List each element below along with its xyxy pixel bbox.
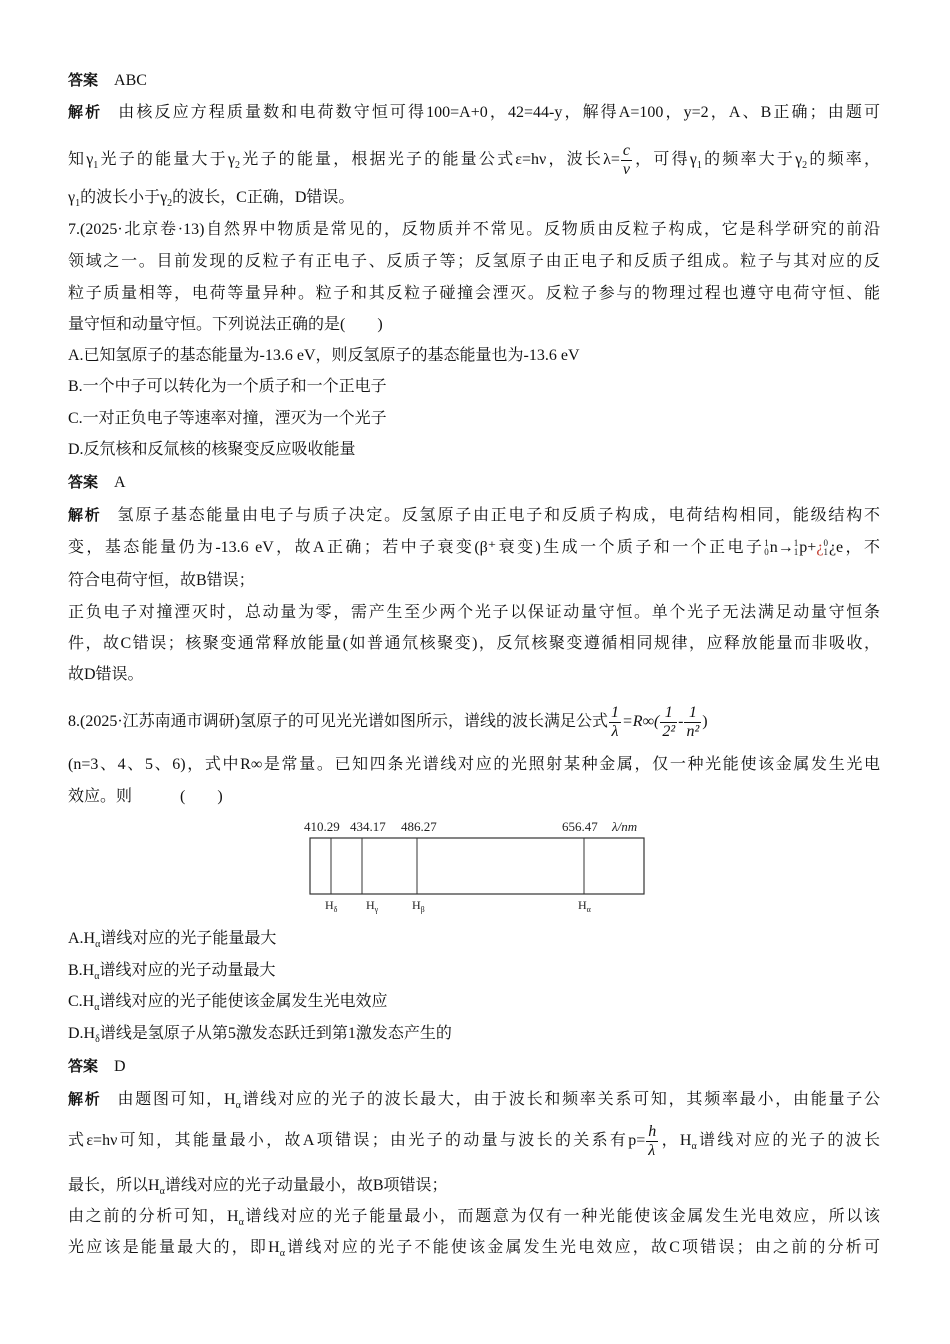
analysis-label: 解析 (68, 1090, 102, 1108)
q8-text: 8.(2025·江苏南通市调研)氢原子的可见光光谱如图所示，谱线的波长满足公式 (68, 713, 608, 730)
line-label-h-gamma: $H_\gamma$ (366, 898, 379, 914)
q8-analysis-line2 (68, 1121, 880, 1161)
answer-value: ABC (114, 72, 147, 89)
frac-num: c (622, 141, 630, 159)
q7-option-b: B.一个中子可以转化为一个质子和一个正电子 (68, 378, 387, 395)
q8-stem-line2: (n=3、4、5、6)，式中R∞是常量。已知四条光谱线对应的光照射某种金属，仅一种光能使该金属发生光电 (68, 756, 880, 773)
line-label-h-delta: $H_\delta$ (325, 898, 338, 914)
wavelength-label: 410.29 (304, 819, 340, 834)
charge-number: 0 (764, 547, 769, 558)
q7-analysis-line1 (68, 505, 880, 526)
q8-analysis-line3 (68, 1176, 880, 1196)
sub: 1 (696, 160, 702, 172)
q8-text: 谱线对应的光子动量最小，故B项错误； (164, 1177, 448, 1194)
q8-option-b: $B.H_\alpha$谱线对应的光子动量最大 (68, 962, 276, 983)
garbled-char: ¿ (816, 539, 824, 556)
q6-text: ，可得γ (632, 151, 697, 168)
q8-text: 谱线对应的光子不能使该金属发生光电效应，故C项错误；由之前的分析可 (284, 1239, 880, 1256)
frac-den: λ (611, 722, 619, 740)
q7-answer (68, 472, 880, 493)
fraction-one-over-lambda (609, 704, 621, 741)
mass-number: 1 (764, 538, 769, 549)
mass-number: 0 (823, 538, 828, 549)
line-label-h-beta: $H_\beta$ (412, 898, 425, 914)
frac-den: ν (622, 160, 630, 178)
sub: α (279, 1248, 285, 1260)
minus: - (678, 713, 684, 730)
fraction-c-over-nu (621, 142, 632, 179)
q6-text: 的波长，C正确，D错误。 (172, 189, 355, 206)
q8-text: 由题图可知，H (117, 1091, 236, 1108)
q8-text: 谱线对应的光子的波长最大，由于波长和频率关系可知，其频率最小，由能量子公 (240, 1091, 880, 1108)
answer-value: D (114, 1058, 126, 1075)
q7-text: 变，基态能量仍为-13.6 eV，故A正确；若中子衰变(β⁺衰变)生成一个质子和一个正电子 (68, 539, 765, 556)
sub: 1 (93, 160, 99, 172)
q8-text: 式ε=hν可知，其能量最小，故A项错误；由光子的动量与波长的关系有p= (68, 1132, 646, 1149)
q6-text: 的频率大于γ (701, 151, 803, 168)
q8-stem-line3: 效应。则 ( ) (68, 788, 223, 805)
analysis-label: 解析 (68, 103, 103, 121)
analysis-label: 解析 (68, 506, 102, 524)
sub: α (235, 1100, 241, 1112)
q7-analysis-line6: 故D错误。 (68, 666, 144, 683)
answer-label: 答案 (68, 71, 99, 89)
q6-text: 知γ (68, 151, 94, 168)
sub: 2 (167, 198, 173, 210)
q6-analysis-text: 由核反应方程质量数和电荷数守恒可得100=A+0，42=44-y，解得A=100，y=2，A、B正确；由题可 (118, 104, 880, 121)
sub: α (691, 1141, 697, 1153)
spectrum-frame (310, 838, 644, 894)
sub: α (238, 1217, 244, 1229)
frac-num: 1 (660, 704, 677, 723)
q7-option-d: D.反氘核和反氚核的核聚变反应吸收能量 (68, 441, 356, 458)
hydrogen-spectrum-figure (296, 816, 656, 916)
close-paren: ) (702, 713, 708, 730)
q6-analysis-line3 (68, 188, 880, 208)
mass-number: 1 (793, 538, 799, 549)
q6-text: 的频率， (807, 151, 880, 168)
q7-text: ¿e，不 (828, 539, 880, 556)
q8-option-a: $A.H_\alpha$谱线对应的光子能量最大 (68, 930, 277, 951)
frac-num: 1 (611, 703, 619, 721)
q7-stem-line: 领域之一。目前发现的反粒子有正电子、反质子等；反氢原子由正电子和反质子组成。粒子与其对应的反 (68, 253, 880, 270)
q8-text: 谱线对应的光子的波长 (696, 1132, 880, 1149)
sub: 2 (235, 160, 240, 172)
fraction-h-over-lambda (646, 1123, 658, 1160)
q6-analysis-line2 (68, 140, 880, 180)
frac-num: 1 (684, 704, 701, 723)
q6-text: γ (68, 189, 76, 206)
frac-den: λ (648, 1141, 656, 1159)
charge-number: 1 (793, 547, 799, 558)
wavelength-label: 486.27 (401, 819, 437, 834)
axis-unit-label: λ/nm (612, 819, 638, 834)
line-label-h-alpha: $H_\alpha$ (578, 898, 591, 914)
nuclide-n-index (764, 539, 769, 557)
q8-text: 最长，所以H (68, 1177, 160, 1194)
q8-text: 由之前的分析可知，H (68, 1208, 239, 1225)
charge-number: 1 (823, 547, 828, 558)
fraction-one-over-n-squared (684, 704, 701, 741)
q8-text: 光应该是能量最大的，即H (68, 1239, 280, 1256)
q8-analysis-line4 (68, 1207, 880, 1227)
q8-option-d: $D.H_\delta$谱线是氢原子从第5激发态跃迁到第1激发态产生的 (68, 1025, 452, 1046)
q8-text: ，H (659, 1132, 692, 1149)
sub: α (159, 1186, 165, 1198)
q6-text: 光子的能量大于γ (98, 151, 235, 168)
q6-text: 的波长小于γ (80, 189, 168, 206)
q7-analysis-line4: 正负电子对撞湮灭时，总动量为零，需产生至少两个光子以保证动量守恒。单个光子无法满足动量守恒条 (68, 604, 880, 621)
arrow: → (777, 539, 794, 556)
proton-symbol: p+ (799, 539, 817, 556)
q7-stem-line: 量守恒和动量守恒。下列说法正确的是( ) (68, 316, 383, 333)
q7-analysis-line2 (68, 538, 880, 558)
wavelength-label: 434.17 (350, 819, 386, 834)
sub: 1 (75, 198, 81, 210)
nuclide-p-index (794, 539, 799, 557)
q6-text: 光子的能量，根据光子的能量公式ε=hν，波长λ= (240, 151, 620, 168)
q8-option-c: $C.H_\alpha$谱线对应的光子能使该金属发生光电效应 (68, 993, 388, 1014)
q8-stem-line1 (68, 702, 880, 742)
fraction-one-over-two-squared (660, 704, 677, 741)
nuclide-e-index (823, 539, 828, 557)
wavelength-label: 656.47 (562, 819, 598, 834)
q8-eq: =R∞( (622, 713, 660, 730)
answer-label: 答案 (68, 473, 99, 491)
sub: 2 (802, 160, 808, 172)
q7-analysis-line3: 符合电荷守恒，故B错误； (68, 572, 255, 589)
q8-text: 谱线对应的光子能量最小，而题意为仅有一种光能使该金属发生光电效应，所以该 (243, 1208, 880, 1225)
q8-analysis-line1 (68, 1089, 880, 1110)
answer-label: 答案 (68, 1057, 99, 1075)
q7-option-c: C.一对正负电子等速率对撞，湮灭为一个光子 (68, 410, 387, 427)
neutron-symbol: n (769, 539, 778, 556)
frac-den: n² (686, 722, 700, 740)
q6-answer (68, 70, 880, 91)
q8-analysis-line5 (68, 1238, 880, 1258)
q6-analysis-line1 (68, 102, 880, 123)
q8-answer (68, 1056, 880, 1077)
q7-analysis-line5: 件，故C错误；核聚变通常释放能量(如普通氘核聚变)，反氘核聚变遵循相同规律，应释放能量而非吸收， (68, 635, 880, 652)
q7-analysis-text: 氢原子基态能量由电子与质子决定。反氢原子由正电子和反质子构成，电荷结构相同，能级结构不 (117, 507, 880, 524)
q7-option-a: A.已知氢原子的基态能量为-13.6 eV，则反氢原子的基态能量也为-13.6 eV (68, 347, 580, 364)
answer-value: A (114, 474, 126, 491)
frac-den: 2² (662, 722, 676, 740)
q7-stem-line: 7.(2025·北京卷·13)自然界中物质是常见的，反物质并不常见。反物质由反粒子构成，它是科学研究的前沿 (68, 221, 880, 238)
q7-stem-line: 粒子质量相等，电荷等量异种。粒子和其反粒子碰撞会湮灭。反粒子参与的物理过程也遵守电荷守恒、能 (68, 285, 880, 302)
frac-num: h (648, 1122, 657, 1140)
